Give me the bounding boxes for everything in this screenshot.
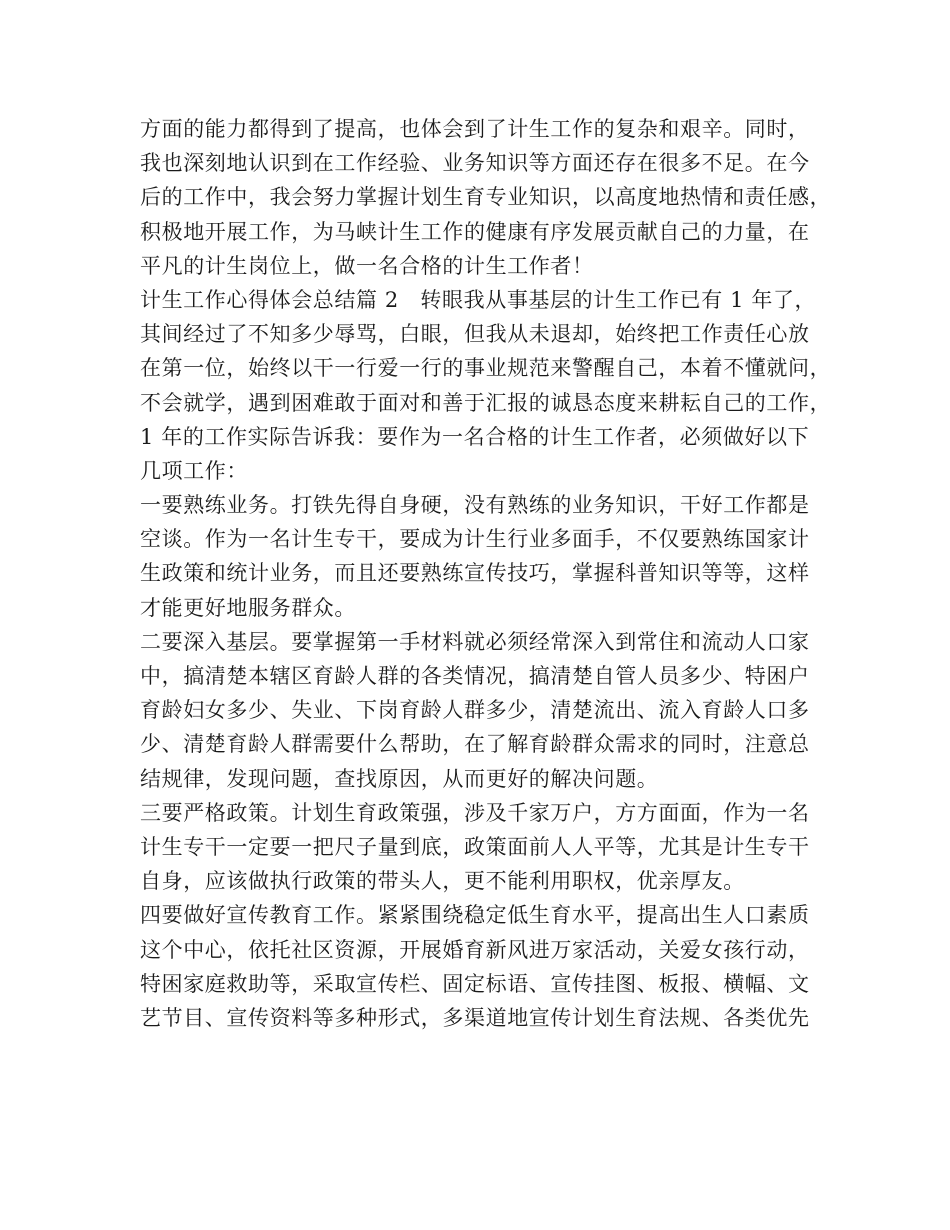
text-line: 才能更好地服务群众。 (140, 595, 356, 620)
text-line: 在第一位，始终以干一行爱一行的事业规范来警醒自己，本着不懂就问， (140, 356, 832, 381)
text-line: 四要做好宣传教育工作。紧紧围绕稳定低生育水平，提高出生人口素质 (140, 903, 810, 928)
text-line: 自身，应该做执行政策的带头人，更不能利用职权，优亲厚友。 (140, 869, 745, 894)
text-line: 计生工作心得体会总结篇 2 转眼我从事基层的计生工作已有 1 年了， (140, 287, 817, 312)
text-line: 后的工作中，我会努力掌握计划生育专业知识，以高度地热情和责任感， (140, 185, 832, 210)
text-line: 空谈。作为一名计生专干，要成为计生行业多面手，不仅要熟练国家计 (140, 527, 810, 552)
text-line: 1 年的工作实际告诉我：要作为一名合格的计生工作者，必须做好以下 (140, 424, 810, 449)
text-line: 计生专干一定要一把尺子量到底，政策面前人人平等，尤其是计生专干 (140, 834, 810, 859)
text-line: 少、清楚育龄人群需要什么帮助，在了解育龄群众需求的同时，注意总 (140, 732, 810, 757)
text-line: 生政策和统计业务，而且还要熟练宣传技巧，掌握科普知识等等，这样 (140, 561, 810, 586)
text-line: 几项工作： (140, 458, 248, 483)
text-line: 特困家庭救助等，采取宣传栏、固定标语、宣传挂图、板报、横幅、文 (140, 971, 810, 996)
text-line: 三要严格政策。计划生育政策强，涉及千家万户，方方面面，作为一名 (140, 800, 810, 825)
text-line: 中，搞清楚本辖区育龄人群的各类情况，搞清楚自管人员多少、特困户 (140, 664, 810, 688)
text-line: 方面的能力都得到了提高，也体会到了计生工作的复杂和艰辛。同时， (140, 117, 810, 141)
text-line: 不会就学，遇到困难敢于面对和善于汇报的诚恳态度来耕耘自己的工作， (140, 390, 832, 415)
text-line: 二要深入基层。要掌握第一手材料就必须经常深入到常住和流动人口家 (140, 629, 810, 654)
text-line: 我也深刻地认识到在工作经验、业务知识等方面还存在很多不足。在今 (140, 151, 810, 176)
text-line: 一要熟练业务。打铁先得自身硬，没有熟练的业务知识，干好工作都是 (140, 493, 810, 518)
text-line: 育龄妇女多少、失业、下岗育龄人群多少，清楚流出、流入育龄人口多 (140, 698, 810, 723)
text-line: 艺节目、宣传资料等多种形式，多渠道地宣传计划生育法规、各类优先 (140, 1005, 810, 1030)
text-line: 其间经过了不知多少辱骂，白眼，但我从未退却，始终把工作责任心放 (140, 322, 810, 347)
document-body (140, 112, 830, 1035)
text-line: 这个中心，依托社区资源，开展婚育新风进万家活动，关爱女孩行动， (140, 937, 810, 962)
text-line: 积极地开展工作，为马峡计生工作的健康有序发展贡献自己的力量，在 (140, 219, 810, 244)
text-line: 结规律，发现问题，查找原因，从而更好的解决问题。 (140, 766, 659, 791)
text-line: 平凡的计生岗位上，做一名合格的计生工作者！ (140, 253, 594, 278)
